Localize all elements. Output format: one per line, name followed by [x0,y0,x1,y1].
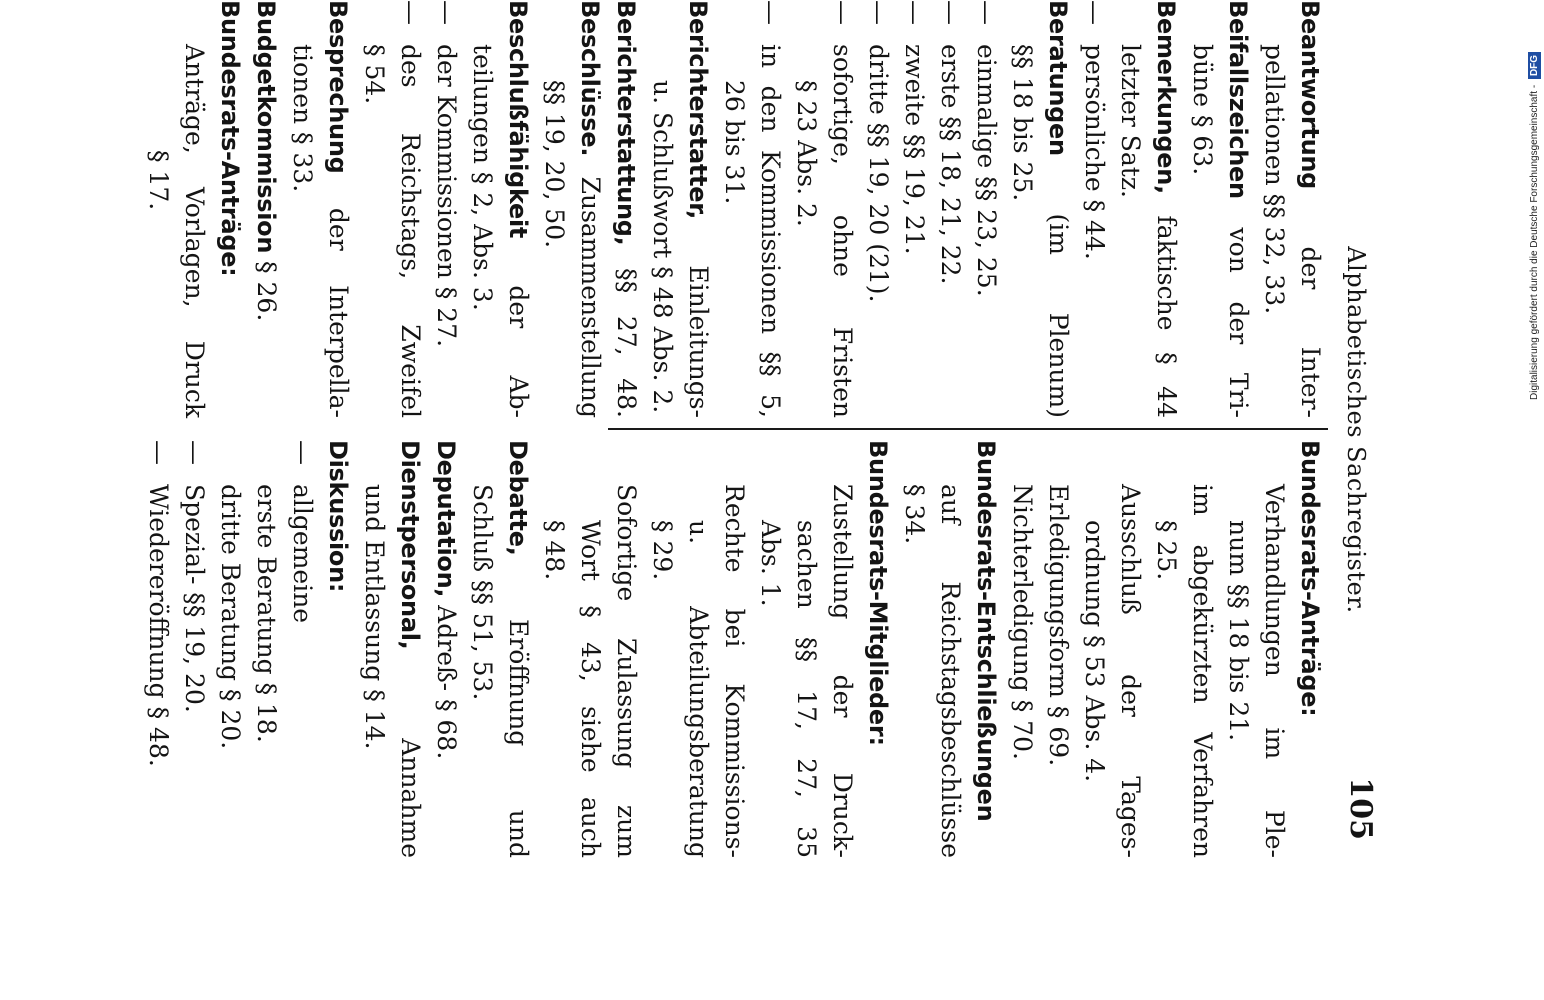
index-text: §§ 18 bis 25. [1008,44,1037,202]
index-text: § 23 Abs. 2. [792,80,821,227]
index-entry-line [1040,0,1076,418]
index-text: auf Reichstagsbeschlüsse [936,484,965,858]
index-text: der Inter- [1296,189,1325,418]
index-entry-line [284,440,320,858]
index-text: persönliche § 44. [1080,44,1109,260]
index-text: Zusammenstellung [576,156,605,418]
index-headword: Budgetkommission [252,0,280,254]
index-entry-line [680,440,716,858]
index-entry-line [356,440,392,858]
index-entry-line [1292,0,1328,418]
index-text: § 17. [144,150,173,211]
index-text: erste Beratung § 18. [252,484,281,743]
index-headword: Berichterstatter, [684,0,712,220]
index-headword: Beschlußfähigkeit [504,0,532,239]
index-text: § 48. [540,520,569,581]
index-entry-line [644,440,680,858]
index-entry-line [320,440,356,858]
index-entry-line [1184,440,1220,858]
index-text: Sofortige Zulassung zum [612,484,641,858]
index-text: Wort § 43, siehe auch [576,520,605,858]
index-text: § 34. [900,484,929,545]
index-entry-line [968,440,1004,858]
index-entry-line [716,0,752,418]
index-text: Adreß- § 68. [432,597,461,760]
index-text: teilungen § 2, Abs. 3. [468,44,497,311]
index-text: der Kommissionen § 27. [432,44,461,348]
index-entry-line [140,0,176,418]
index-entry-line [644,0,680,418]
index-entry-line [176,0,212,418]
running-title: Alphabetisches Sachregister. [1342,246,1370,614]
repeat-dash: — [828,0,857,25]
index-entry-line [1148,440,1184,858]
index-entry-line [896,0,932,418]
index-headword: Besprechung [324,0,352,174]
index-entry-line [140,440,176,858]
index-entry-line [968,0,1004,418]
index-headword: Bundesrats-Anträge: [1296,440,1324,717]
index-entry-line [1184,0,1220,418]
index-headword: Bundesrats-Mitglieder: [864,440,892,746]
repeat-dash: — [288,440,317,465]
index-text: u. Schlußwort § 48 Abs. 2. [648,80,677,414]
index-text: Nichterledigung § 70. [1008,484,1037,760]
index-text: sachen §§ 17, 27, 35 [792,520,821,858]
index-text: Schluß §§ 51, 53. [468,484,497,701]
index-text: num §§ 18 bis 21. [1224,520,1253,742]
index-text: sofortige, ohne Fristen [828,44,857,418]
index-entry-line [536,0,572,418]
index-entry-line [824,440,860,858]
repeat-dash: — [900,0,929,25]
index-column-left [140,0,1328,418]
index-text: Annahme [396,649,425,858]
index-text: § 29. [648,520,677,581]
index-entry-line [1256,440,1292,858]
index-text: Ausschluß der Tages- [1116,484,1145,858]
index-entry-line [572,440,608,858]
index-headword: Bemerkungen, [1152,0,1180,194]
index-text: §§ 27, 48. [612,245,641,418]
index-text: § 25. [1152,520,1181,581]
index-entry-line [464,0,500,418]
index-headword: Beratungen [1044,0,1072,156]
repeat-dash: — [972,0,1001,25]
index-text: Abs. 1. [756,520,785,607]
index-entry-line [248,0,284,418]
index-entry-line [1220,0,1256,418]
index-headword: Dienstpersonal, [396,440,424,650]
index-text: büne § 63. [1188,44,1217,176]
index-entry-line [464,440,500,858]
index-entry-line [680,0,716,418]
index-text: Verhandlungen im Ple- [1260,484,1289,858]
rotated-page [140,0,1380,860]
index-entry-line [392,440,428,858]
index-entry-line [1112,440,1148,858]
index-text: Zustellung der Druck- [828,484,857,858]
index-text: allgemeine [288,484,317,624]
index-headword: Diskussion: [324,440,352,593]
index-entry-line [788,0,824,418]
index-entry-line [608,0,644,418]
index-entry-line [788,440,824,858]
repeat-dash: — [396,0,425,25]
repeat-dash: — [864,0,893,25]
digitization-note-text: Digitalisierung gefördert durch die Deutsche Forschungsgemeinschaft - [1529,84,1540,400]
index-text: faktische § 44 [1152,193,1181,418]
index-text: von der Tri- [1224,198,1253,418]
index-entry-line [752,0,788,418]
index-entry-line [1112,0,1148,418]
repeat-dash: — [936,0,965,25]
index-text: (im Plenum) [1044,155,1073,418]
index-entry-line [824,0,860,418]
index-entry-line [1292,440,1328,858]
index-entry-line [392,0,428,418]
index-entry-line [932,440,968,858]
index-headword: Beifallszeichen [1224,0,1252,199]
index-text: Erledigungsform § 69. [1044,484,1073,767]
index-entry-line [356,0,392,418]
index-entry-line [1040,440,1076,858]
repeat-dash: — [180,440,209,465]
index-text: erste §§ 18, 21, 22. [936,44,965,285]
index-text: Spezial- §§ 19, 20. [180,484,209,713]
repeat-dash: — [1080,0,1109,25]
index-entry-line [1220,440,1256,858]
index-text: letzter Satz. [1116,44,1145,198]
index-entry-line [212,440,248,858]
index-text: §§ 19, 20, 50. [540,80,569,249]
index-entry-line [1148,0,1184,418]
digitization-note [1512,10,1544,400]
index-entry-line [176,440,212,858]
index-entry-line [896,440,932,858]
index-headword: Bundesrats-Anträge: [216,0,244,277]
index-entry-line [320,0,356,418]
index-headword: Debatte, [504,440,532,556]
index-headword: Beschlüsse. [576,0,604,157]
index-entry-line [716,440,752,858]
index-headword: Deputation, [432,440,460,598]
index-text: Wiedereröffnung § 48. [144,484,173,767]
index-entry-line [284,0,320,418]
index-entry-line [932,0,968,418]
index-entry-line [860,440,896,858]
column-divider [608,428,1328,430]
index-entry-line [1004,0,1040,418]
index-columns [144,0,1328,860]
running-head [1340,0,1380,860]
repeat-dash: — [756,0,785,25]
index-entry-line [1076,440,1112,858]
index-text: Eröffnung und [504,555,533,858]
index-entry-line [608,440,644,858]
index-text: einmalige §§ 23, 25. [972,44,1001,297]
index-text: in den Kommissionen §§ 5, [756,44,785,418]
index-entry-line [428,440,464,858]
index-text: des Reichstags, Zweifel [396,44,425,418]
index-text: § 26. [252,253,281,322]
index-entry-line [212,0,248,418]
index-headword: Bundesrats-Entschließungen [972,440,1000,822]
index-text: und Entlassung § 14. [360,484,389,750]
index-entry-line [572,0,608,418]
index-entry-line [1256,0,1292,418]
index-text: 26 bis 31. [720,80,749,205]
index-entry-line [500,440,536,858]
index-text: dritte §§ 19, 20 (21). [864,44,893,303]
index-text: ordnung § 53 Abs. 4. [1080,520,1109,783]
index-text: der Ab- [504,238,533,418]
index-entry-line [860,0,896,418]
index-text: § 54. [360,44,389,105]
page-number: 105 [1343,777,1378,840]
index-entry-line [752,440,788,858]
index-text: im abgekürzten Verfahren [1188,484,1217,858]
index-text: dritte Beratung § 20. [216,484,245,750]
index-text: tionen § 33. [288,44,317,193]
index-text: Anträge, Vorlagen, Druck [180,44,209,418]
index-text: pellationen §§ 32, 33. [1260,44,1289,315]
index-text: Einleitungs- [684,219,713,418]
index-text: u. Abteilungsberatung [684,520,713,858]
index-headword: Berichterstattung, [612,0,640,246]
index-column-right [140,440,1328,858]
index-entry-line [536,440,572,858]
index-entry-line [500,0,536,418]
repeat-dash: — [432,0,461,25]
index-entry-line [1004,440,1040,858]
index-headword: Beantwortung [1296,0,1324,190]
index-entry-line [248,440,284,858]
index-text: Rechte bei Kommissions- [720,484,749,858]
repeat-dash: — [144,440,173,465]
index-entry-line [1076,0,1112,418]
index-entry-line [428,0,464,418]
index-text: der Interpella- [324,173,353,418]
index-text: zweite §§ 19, 21. [900,44,929,255]
dfg-logo: DFG [1528,52,1541,79]
